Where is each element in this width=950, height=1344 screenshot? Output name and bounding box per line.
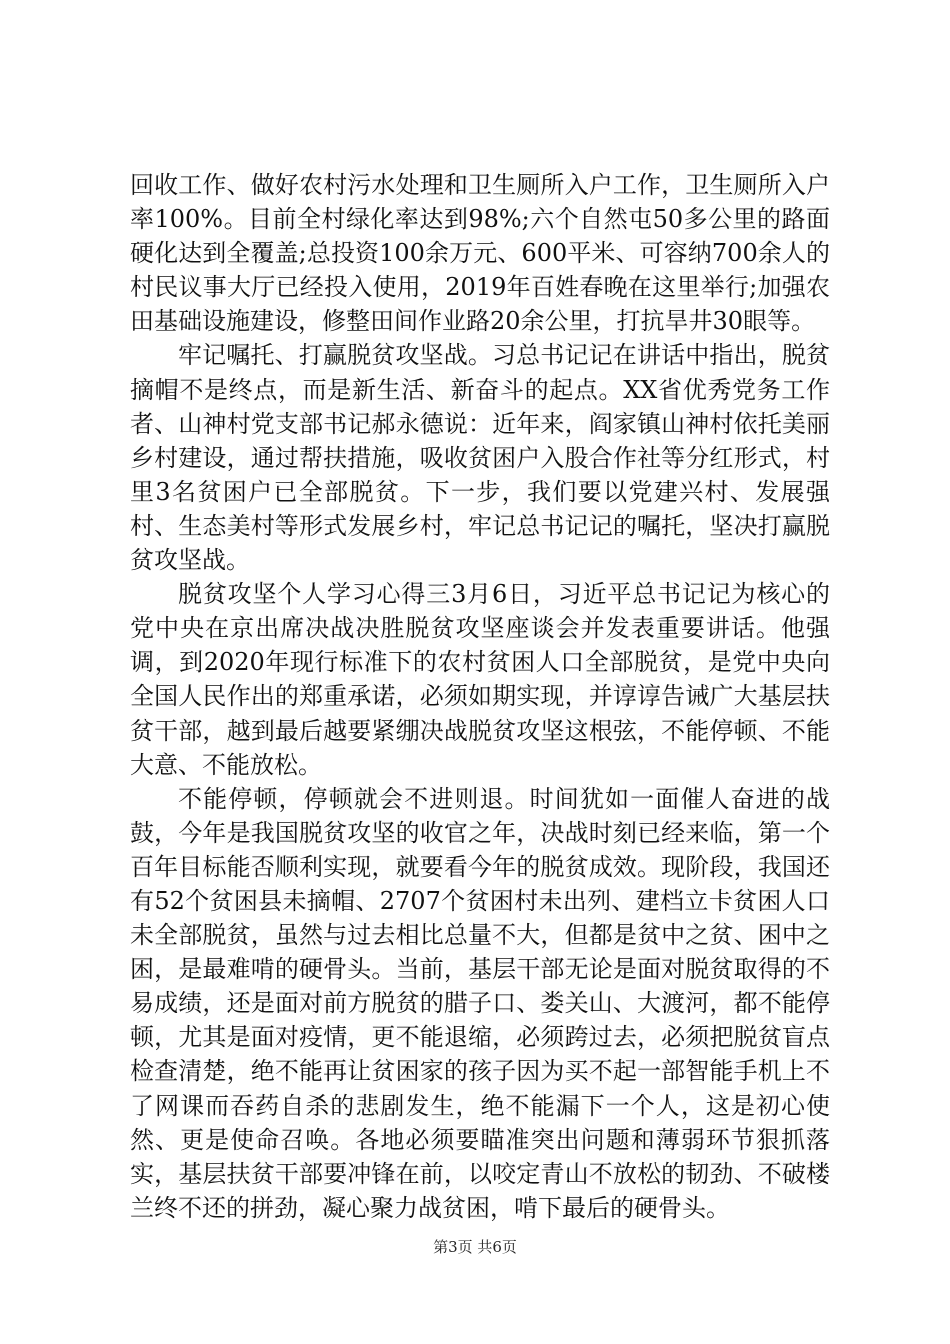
page-footer: 第3页 共6页 — [433, 1238, 517, 1256]
document-body — [130, 168, 830, 1225]
paragraph-entrustment: 牢记嘱托、打赢脱贫攻坚战。习总书记记在讲话中指出，脱贫摘帽不是终点，而是新生活、新奋斗的起点。XX省优秀党务工作者、山神村党支部书记郝永德说：近年来，阎家镇山神村依托美丽乡村建设，通过帮扶措施，吸收贫困户入股合作社等分红形式，村里3名贫困户已全部脱贫。下一步，我们要以党建兴村、发展强村、生态美村等形式发展乡村，牢记总书记记的嘱托，坚决打赢脱贫攻坚战。 — [130, 341, 830, 575]
paragraph-no-pause: 不能停顿，停顿就会不进则退。时间犹如一面催人奋进的战鼓，今年是我国脱贫攻坚的收官之年，决战时刻已经来临，第一个百年目标能否顺利实现，就要看今年的脱贫成效。现阶段，我国还有52个贫困县未摘帽、2707个贫困村未出列、建档立卡贫困人口未全部脱贫，虽然与过去相比总量不大，但都是贫中之贫、困中之困，是最难啃的硬骨头。当前，基层干部无论是面对脱贫取得的不易成绩，还是面对前方脱贫的腊子口、娄关山、大渡河，都不能停顿，尤其是面对疫情，更不能退缩，必须跨过去，必须把脱贫盲点检查清楚，绝不能再让贫困家的孩子因为买不起一部智能手机上不了网课而吞药自杀的悲剧发生，绝不能漏下一个人，这是初心使然、更是使命召唤。各地必须要瞄准突出问题和薄弱环节狠抓落实，基层扶贫干部要冲锋在前，以咬定青山不放松的韧劲、不破楼兰终不还的拼劲，凝心聚力战贫困，啃下最后的硬骨头。 — [130, 784, 830, 1222]
paragraph-study-notes: 脱贫攻坚个人学习心得三3月6日，习近平总书记记为核心的党中央在京出席决战决胜脱贫攻坚座谈会并发表重要讲话。他强调，到2020年现行标准下的农村贫困人口全部脱贫，是党中央向全国人民作出的郑重承诺，必须如期实现，并谆谆告诫广大基层扶贫干部，越到最后越要紧绷决战脱贫攻坚这根弦，不能停顿、不能大意、不能放松。 — [130, 580, 830, 779]
paragraph-continuation: 回收工作、做好农村污水处理和卫生厕所入户工作，卫生厕所入户率100%。目前全村绿化率达到98%;六个自然屯50多公里的路面硬化达到全覆盖;总投资100余万元、600平米、可容纳700余人的村民议事大厅已经投入使用，2019年百姓春晚在这里举行;加强农田基础设施建设，修整田间作业路20余公里，打抗旱井30眼等。 — [130, 171, 830, 336]
